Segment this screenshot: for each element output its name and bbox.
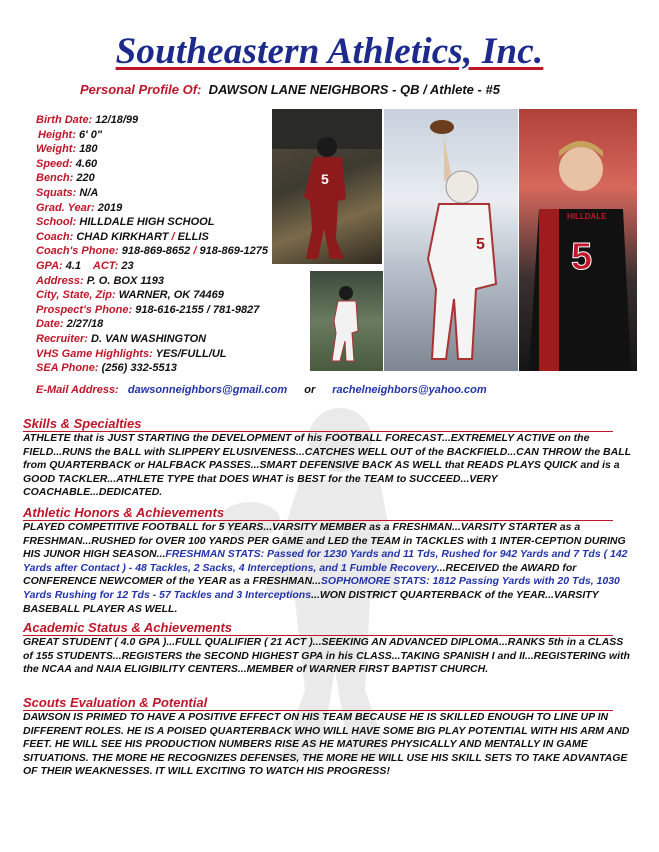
field-label: Birth Date: [36, 114, 93, 126]
field-value: 220 [76, 172, 95, 185]
field-label: Weight: [36, 143, 77, 156]
field-label: VHS Game Highlights: [36, 347, 153, 360]
section-title-academic: Academic Status & Achievements [23, 620, 613, 636]
field-value: 12/18/99 [95, 114, 139, 126]
section-text-scouts: DAWSON IS PRIMED TO HAVE A POSITIVE EFFECT ON HIS TEAM BECAUSE HE IS SKILLED ENOUGH TO LINE UP IN DIFFERENT ROLES. HE IS A POISED QUARTERBACK WHO WILL HAVE SOME BIG PLAY POTENTIAL WITH HIS ARM AND FEET. HE WILL SEE HIS PRODUCTION NUMBERS RISE AS HE MATURES PHYSICALLY AND MENTALLY IN GAME SITUATIONS. THE MORE HE RECOGNIZES DEFENSES, THE MORE HE WILL USE HIS SKILL SETS TO TAKE ADVANTAGE OF THEIR WEAKNESSES. IT WILL EXCITING TO WATCH HIS PROGRESS! [23, 711, 630, 778]
field-label: Bench: [36, 172, 74, 185]
jersey-number-small: 5 [321, 171, 329, 187]
sophomore-stats-label: SOPHOMORE STATS [320, 575, 427, 588]
field-label: SEA Phone: [36, 362, 99, 375]
field-label: Height: [38, 128, 76, 141]
field-value: 918-869-8652 [121, 245, 191, 258]
field-label: GPA: [36, 259, 63, 272]
field-value: P. O. BOX 1193 [86, 274, 164, 287]
separator: / [171, 230, 175, 243]
section-title-skills: Skills & Specialties [23, 416, 613, 432]
field-value: ELLIS [177, 230, 209, 243]
email-link-primary[interactable]: dawsonneighbors@gmail.com [127, 384, 288, 396]
field-label: School: [36, 216, 77, 229]
freshman-stats-text: : Passed for 1230 Yards and 11 Tds, Rushed for 942 Yards and 7 Tds ( 142 Yards after Contact ) - 48 Tackles, 2 Sacks, 4 Interceptions, and 1 Fumble Recovery [23, 548, 628, 574]
separator: / [193, 245, 197, 258]
field-value: 23 [121, 259, 134, 272]
email-row [36, 384, 487, 396]
page-title: Southeastern Athletics, Inc. [115, 31, 544, 72]
field-value: WARNER, OK 74469 [118, 289, 224, 302]
section-text-skills: ATHLETE that is JUST STARTING the DEVELOPMENT of his FOOTBALL FORECAST...EXTREMELY ACTIVE on the FIELD...RUNS the BALL with SLIPPERY ELUSIVENESS...CATCHES WELL OUT of the BACKFIELD...CAN THROW the BALL from QUARTERBACK or HALFBACK PASSES...SMART DEFENSIVE BACK AS WELL that READS PLAYS QUICK and is a GOOD TACKLER...ATHLETE TYPE that DOES WHAT is BEST for the TEAM to SUCCEED...VERY COACHABLE...DEDICATED. [23, 432, 631, 499]
freshman-stats-label: FRESHMAN STATS [165, 548, 261, 561]
field-value: D. VAN WASHINGTON [91, 332, 207, 345]
section-text-honors [23, 521, 635, 616]
profile-subtitle [80, 82, 500, 97]
section-title-scouts: Scouts Evaluation & Potential [23, 695, 613, 711]
field-value: 2019 [97, 201, 123, 214]
field-label: Recruiter: [36, 332, 88, 345]
field-value: HILLDALE HIGH SCHOOL [79, 216, 215, 229]
portrait-photo [519, 109, 637, 371]
jersey-number-portrait: 5 [571, 236, 593, 278]
field-label: City, State, Zip: [36, 289, 116, 302]
field-value: CHAD KIRKHART [76, 230, 169, 243]
field-value: 4.60 [75, 157, 98, 170]
action-photo-throwing [384, 109, 518, 371]
honors-text-c: ...WON DISTRICT QUARTERBACK of the YEAR...VARSITY BASEBALL PLAYER AS WELL. [23, 588, 599, 615]
field-value: 2/27/18 [66, 318, 104, 331]
field-value: YES/FULL/UL [155, 347, 227, 360]
section-text-academic: GREAT STUDENT ( 4.0 GPA )...FULL QUALIFIER ( 21 ACT )...SEEKING AN ADVANCED DIPLOMA...RANKS 5th in a CLASS of 155 STUDENTS...REGISTERS the SECOND HIGHEST GPA in his CLASS...TAKING SPANISH I and II...REGISTERING with the NCAA and NAIA ELIGIBILITY CENTERS...MEMBER of WARNER FIRST BAPTIST CHURCH. [23, 636, 630, 676]
field-value: N/A [79, 186, 99, 199]
email-link-secondary[interactable]: rachelneighbors@yahoo.com [332, 384, 487, 396]
honors-text-b: ...RECEIVED the AWARD for CONFERENCE NEWCOMER of the YEAR as a FRESHMAN... [23, 561, 577, 588]
field-value: (256) 332-5513 [101, 362, 177, 375]
field-value: 180 [79, 143, 98, 156]
field-label: Squats: [36, 186, 77, 199]
field-value: 4.1 [65, 259, 82, 272]
action-photo-carry [310, 271, 383, 371]
field-label: Coach: [36, 230, 74, 243]
subtitle-value: DAWSON LANE NEIGHBORS - QB / Athlete - #5 [208, 82, 500, 97]
honors-text-a: PLAYED COMPETITIVE FOOTBALL for 5 YEARS...VARSITY MEMBER as a FRESHMAN...VARSITY STARTER as a FRESHMAN...RUSHED for OVER 100 YARDS PER GAME and LED the TEAM in TACKLES with 1 INTER-CEPTION DURING HIS JUNOR HIGH SEASON... [23, 521, 626, 561]
field-value: 918-869-1275 [199, 245, 268, 258]
field-label: Grad. Year: [36, 201, 95, 214]
field-label: Prospect's Phone: [36, 303, 133, 316]
field-value: 918-616-2155 / 781-9827 [135, 303, 260, 316]
email-label: E-Mail Address: [36, 384, 119, 396]
field-label: Coach's Phone: [36, 245, 119, 258]
field-label: ACT: [92, 259, 119, 272]
field-value: 6' 0" [78, 128, 103, 141]
school-mark: HILLDALE [567, 212, 607, 221]
section-title-honors: Athletic Honors & Achievements [23, 505, 613, 521]
jersey-number-throw: 5 [476, 236, 485, 253]
email-or: or [304, 384, 316, 396]
field-label: Date: [36, 318, 64, 331]
action-photo-running [272, 109, 382, 264]
field-label: Address: [36, 274, 84, 287]
subtitle-label: Personal Profile Of: [80, 82, 202, 97]
sophomore-stats-text: : 1812 Passing Yards with 20 Tds, 1030 Yards Rushing for 12 Tds - 57 Tackles and 3 Interceptions [23, 575, 620, 601]
field-label: Speed: [36, 157, 73, 170]
